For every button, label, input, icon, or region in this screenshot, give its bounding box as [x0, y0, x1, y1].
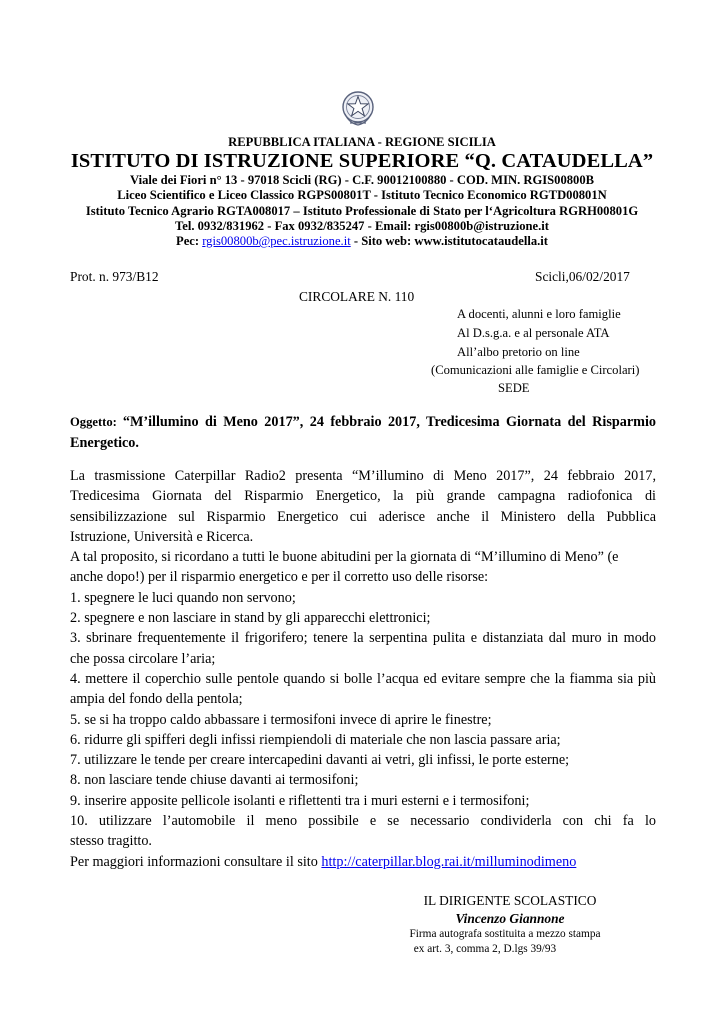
list-item: 10. utilizzare l’automobile il meno possibile e se necessario condividerla con chi fa lo	[70, 813, 656, 830]
signature-note-2: ex art. 3, comma 2, D.lgs 39/93	[413, 943, 557, 955]
info-line	[70, 854, 576, 871]
list-item-continuation: che possa circolare l’aria;	[70, 650, 216, 667]
list-item: 7. utilizzare le tende per creare intercapedini davanti ai vetri, gli infissi, le porte esterne;	[70, 752, 570, 769]
intro-paragraph	[70, 466, 656, 852]
list-item-continuation: stesso tragitto.	[70, 833, 152, 850]
list-item: 4. mettere il coperchio sulle pentole quando si bolle l’acqua ed evitare sempre che la fiamma sia più	[70, 670, 656, 687]
signature-note-1: Firma autografa sostituita a mezzo stampa	[409, 928, 601, 940]
signature-name: Vincenzo Giannone	[455, 911, 565, 926]
website-text: - Sito web: www.istitutocataudella.it	[350, 234, 548, 248]
subject-label: Oggetto:	[70, 415, 123, 429]
recipient-line: (Comunicazioni alle famiglie e Circolari)	[431, 363, 640, 377]
body-line: La trasmissione Caterpillar Radio2 presenta “M’illumino di Meno 2017”, 24 febbraio 2017,	[70, 468, 656, 484]
circular-title: CIRCOLARE N. 110	[299, 289, 415, 304]
body-line: anche dopo!) per il risparmio energetico e per il corretto uso delle risorse:	[70, 569, 489, 586]
place-date: Scicli,06/02/2017	[535, 269, 630, 284]
list-item: 9. inserire apposite pellicole isolanti e riflettenti tra i muri esterni e i termosifoni;	[70, 792, 530, 809]
recipient-line: SEDE	[498, 381, 530, 395]
list-item: 5. se si ha troppo caldo abbassare i termosifoni invece di aprire le finestre;	[70, 711, 492, 728]
list-item: 1. spegnere le luci quando non servono;	[70, 589, 296, 606]
signature-role: IL DIRIGENTE SCOLASTICO	[423, 893, 597, 908]
subject-text-1: “M’illumino di Meno 2017”, 24 febbraio 2017, Tredicesima Giornata del Risparmio	[122, 414, 656, 430]
protocol-number: Prot. n. 973/B12	[70, 269, 159, 284]
list-item: 2. spegnere e non lasciare in stand by gli apparecchi elettronici;	[70, 610, 431, 627]
agrario-line: Istituto Tecnico Agrario RGTA008017 – Istituto Professionale di Stato per l‘Agricoltura RGRH00801G	[85, 204, 639, 218]
pec-email-link[interactable]: rgis00800b@pec.istruzione.it	[202, 234, 351, 248]
contacts-line: Tel. 0932/831962 - Fax 0932/835247 - Email: rgis00800b@istruzione.it	[174, 219, 549, 233]
body-line: sensibilizzazione sul Risparmio Energetico cui aderisce anche il Ministero della Pubblica	[70, 508, 656, 525]
subject-block	[70, 412, 656, 453]
pec-line	[0, 234, 724, 249]
list-item: 6. ridurre gli spifferi degli infissi riempiendoli di materiale che non lascia passare aria;	[70, 731, 561, 748]
address-line: Viale dei Fiori n° 13 - 97018 Scicli (RG) - C.F. 90012100880 - COD. MIN. RGIS00800B	[129, 173, 595, 187]
recipient-line: Al D.s.g.a. e al personale ATA	[457, 326, 610, 340]
caterpillar-link[interactable]: http://caterpillar.blog.rai.it/milluminodimeno	[321, 854, 577, 870]
licei-line: Liceo Scientifico e Liceo Classico RGPS00801T - Istituto Tecnico Economico RGTD00801N	[117, 188, 607, 202]
body-line: Istruzione, Università e Ricerca.	[70, 528, 254, 545]
info-text: Per maggiori informazioni consultare il sito	[70, 854, 322, 870]
pec-label: Pec:	[176, 234, 203, 248]
school-name: ISTITUTO DI ISTRUZIONE SUPERIORE “Q. CATAUDELLA”	[70, 150, 654, 172]
italian-republic-emblem-icon	[340, 90, 376, 128]
subject-line-2: Energetico.	[70, 434, 139, 451]
recipient-line: All’albo pretorio on line	[457, 345, 580, 359]
list-item: 8. non lasciare tende chiuse davanti ai termosifoni;	[70, 772, 359, 789]
republic-heading: REPUBBLICA ITALIANA - REGIONE SICILIA	[228, 135, 496, 149]
recipient-line: A docenti, alunni e loro famiglie	[457, 307, 621, 321]
list-item: 3. sbrinare frequentemente il frigorifero; tenere la serpentina pulita e distanziata dal muro in modo	[70, 630, 656, 647]
list-item-continuation: ampia del fondo della pentola;	[70, 691, 243, 708]
subject-line-1	[70, 412, 656, 433]
body-line: Tredicesima Giornata del Risparmio Energetico, la più grande campagna radiofonica di	[70, 488, 656, 505]
body-line: A tal proposito, si ricordano a tutti le buone abitudini per la giornata di “M’illumino di Meno” (e	[70, 549, 619, 566]
